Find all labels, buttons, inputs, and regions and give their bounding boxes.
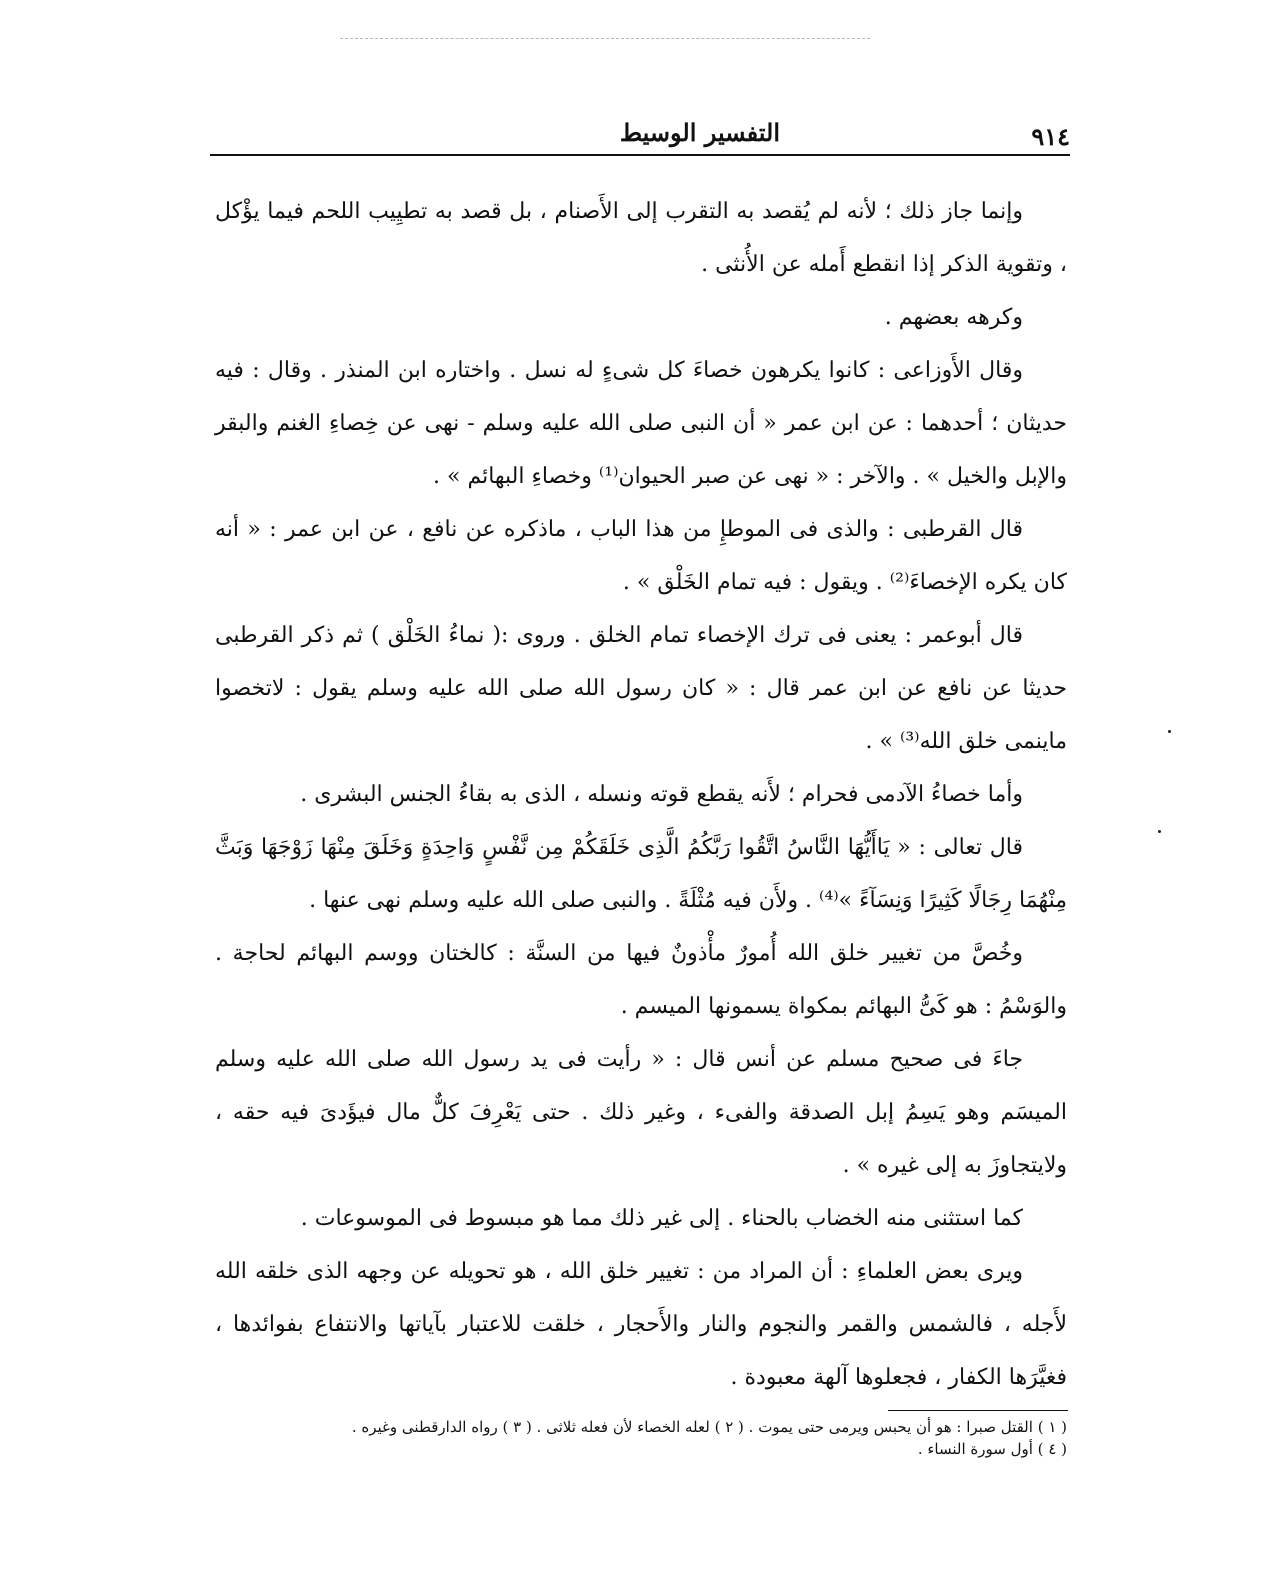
scan-speck bbox=[1158, 830, 1161, 833]
page-number: ٩١٤ bbox=[1031, 122, 1070, 151]
scan-artifact-line bbox=[340, 38, 870, 39]
scan-speck bbox=[1168, 730, 1171, 733]
paragraph: قال تعالى : « يَاأَيُّهَا النَّاسُ اتَّقُوا رَبَّكُمُ الَّذِى خَلَقَكُمْ مِن نَّفْسٍ وَاحِدَةٍ وَخَلَقَ مِنْهَا زَوْجَهَا وَبَثَّ مِنْهُمَا رِجَالًا كَثِيرًا وَنِسَآءً »⁽⁴⁾ . ولأَن فيه مُثْلَةً . والنبى صلى الله عليه وسلم نهى عنها . bbox=[215, 835, 1067, 913]
paragraph: وأما خصاءُ الآدمى فحرام ؛ لأَنه يقطع قوته ونسله ، الذى به بقاءُ الجنس البشرى . bbox=[300, 782, 1023, 807]
paragraph: وكرهه بعضهم . bbox=[884, 305, 1023, 330]
paragraph: وقال الأَوزاعى : كانوا يكرهون خصاءَ كل شىءٍ له نسل . واختاره ابن المنذر . وقال : فيه حديثان ؛ أحدهما : عن ابن عمر « أن النبى صلى الله عليه وسلم - نهى عن خِصاءِ الغنم والبقر والإبل والخيل » . والآخر : « نهى عن صبر الحيوان⁽¹⁾ وخصاءِ البهائم » . bbox=[215, 358, 1067, 489]
footnote-line: ( ٤ ) أول سورة النساء . bbox=[917, 1440, 1067, 1458]
running-title: التفسير الوسيط bbox=[619, 118, 780, 147]
paragraph: وخُصَّ من تغيير خلق الله أُمورٌ مأْذونٌ فيها من السنَّة : كالختان ووسم البهائم لحاجة . والوَسْمُ : هو كَىُّ البهائم بمكواة يسمونها الميسم . bbox=[215, 941, 1067, 1019]
paragraph: ويرى بعض العلماءِ : أن المراد من : تغيير خلق الله ، هو تحويله عن وجهه الذى خلقه الله لأَجله ، فالشمس والقمر والنجوم والنار والأَحجار ، خلقت للاعتبار بآياتها والانتفاع بفوائدها ، فغيَّرَها الكفار ، فجعلوها آلهة معبودة . bbox=[215, 1259, 1067, 1390]
header-rule bbox=[210, 154, 1070, 156]
paragraph: قال القرطبى : والذى فى الموطإِ من هذا الباب ، ماذكره عن نافع ، عن ابن عمر : « أنه كان يكره الإخصاءَ⁽²⁾ . ويقول : فيه تمام الخَلْق » . bbox=[215, 517, 1067, 595]
paragraph: قال أبوعمر : يعنى فى ترك الإخصاء تمام الخلق . وروى :( نماءُ الخَلْق ) ثم ذكر القرطبى حديثا عن نافع عن ابن عمر قال : « كان رسول الله صلى الله عليه وسلم يقول : لاتخصوا ماينمى خلق الله⁽³⁾ » . bbox=[215, 623, 1067, 754]
page-header bbox=[210, 112, 1070, 156]
footnote-line: ( ١ ) القتل صبرا : هو أن يحبس ويرمى حتى يموت . ( ٢ ) لعله الخصاء لأن فعله ثلاثى . ( ٣ ) رواه الدارقطنى وغيره . bbox=[351, 1418, 1067, 1436]
paragraph: كما استثنى منه الخضاب بالحناء . إلى غير ذلك مما هو مبسوط فى الموسوعات . bbox=[300, 1206, 1023, 1231]
footnotes bbox=[215, 1416, 1067, 1460]
footnote-rule bbox=[888, 1410, 1068, 1411]
body-text bbox=[215, 185, 1067, 1404]
paragraph: جاءَ فى صحيح مسلم عن أنس قال : « رأيت فى يد رسول الله صلى الله عليه وسلم الميسَم وهو يَسِمُ إبل الصدقة والفىء ، وغير ذلك . حتى يَعْرِفَ كلٌّ مال فيؤَدىَ فيه حقه ، ولايتجاوزَ به إلى غيره » . bbox=[215, 1047, 1067, 1178]
paragraph: وإنما جاز ذلك ؛ لأنه لم يُقصد به التقرب إلى الأَصنام ، بل قصد به تطيِيب اللحم فيما يؤْكل ، وتقوية الذكر إذا انقطع أَمله عن الأُنثى . bbox=[215, 199, 1067, 277]
